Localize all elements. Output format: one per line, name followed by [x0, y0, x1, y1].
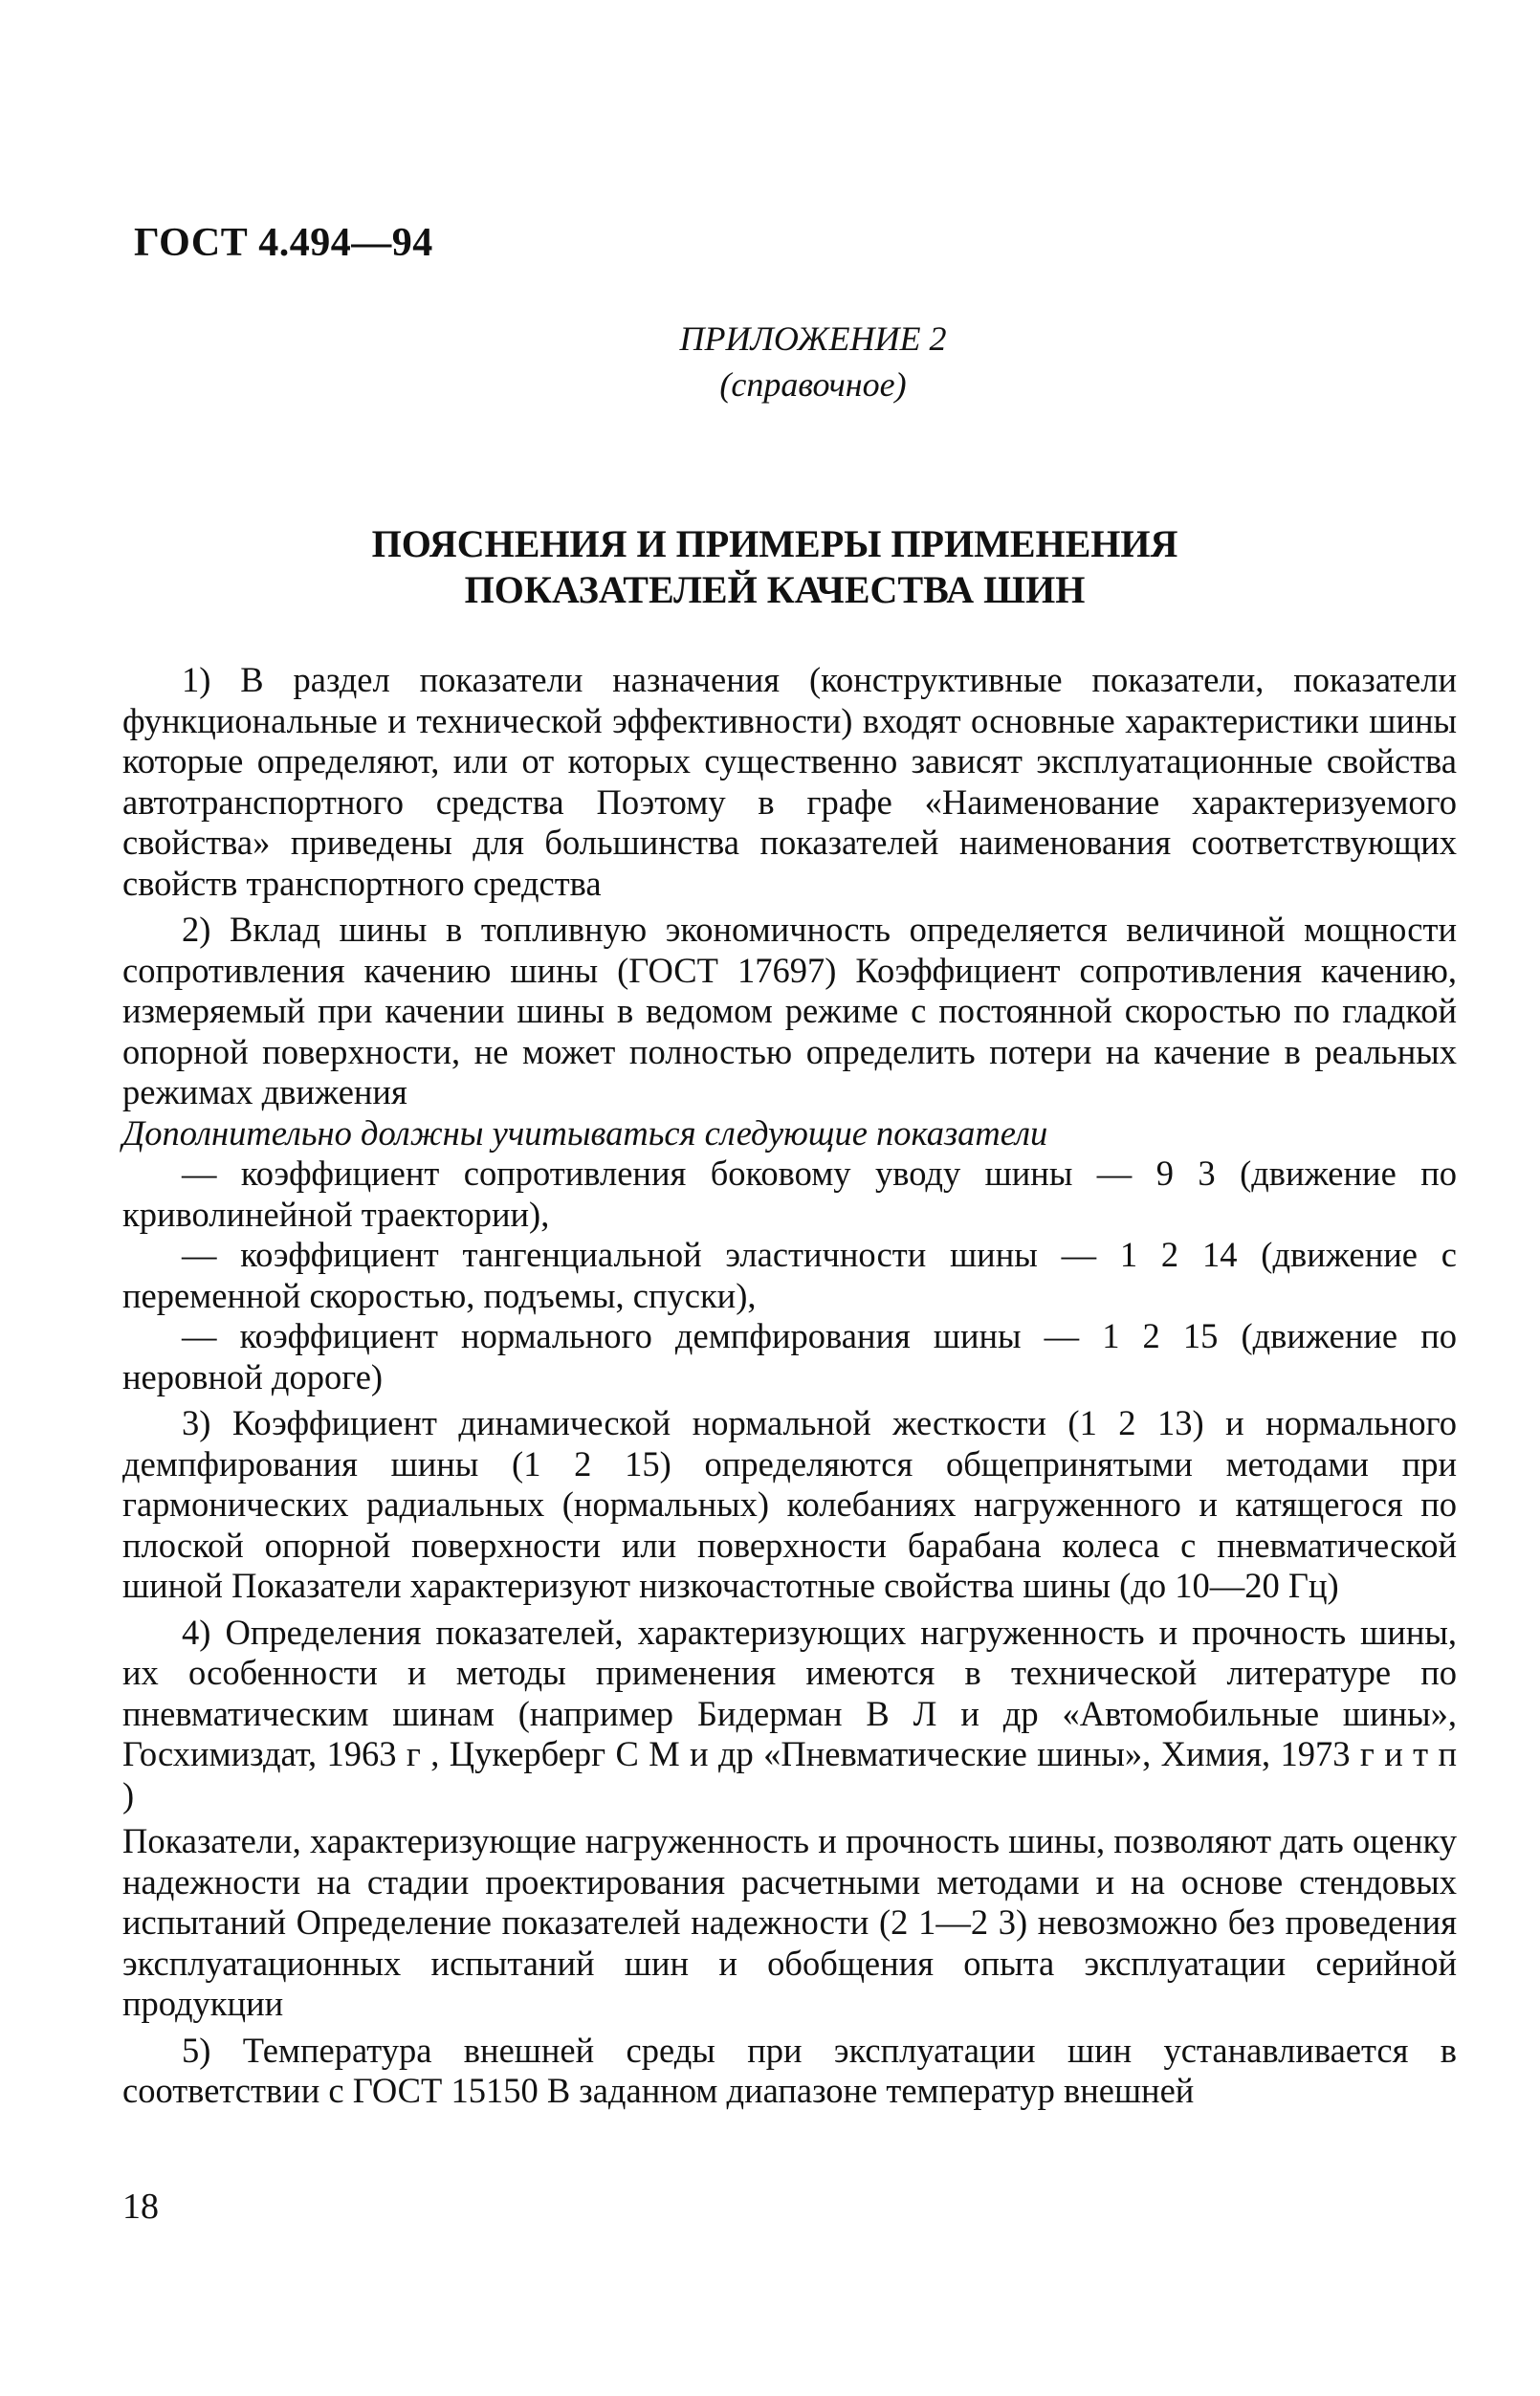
- paragraph-1: 1) В раздел показатели назначения (конструктивные показатели, показатели функциональные и технической эффективности) входят основные характеристики шины которые определяют, или от которых существенно зависят эксплуатационные свойства автотранспортного средства Поэтому в графе «Наименование характеризуемого свойства» приведены для большинства показателей наименования соответствующих свойств транспортного средства: [122, 660, 1457, 903]
- paragraph-4: 4) Определения показателей, характеризующих нагруженность и прочность шины, их особенности и методы применения имеются в технической литературе по пневматическим шинам (например Бидерман В Л и др «Автомобильные шины», Госхимиздат, 1963 г , Цукерберг С М и др «Пневматические шины», Химия, 1973 г и т п ): [122, 1612, 1457, 1814]
- appendix-note: (справочное): [719, 365, 907, 404]
- body-text: [122, 660, 1457, 2118]
- appendix-label: ПРИЛОЖЕНИЕ 2: [679, 319, 947, 358]
- paragraph-3: 3) Коэффициент динамической нормальной жесткости (1 2 13) и нормального демпфирования шины (1 2 15) определяются общепринятыми методами при гармонических радиальных (нормальных) колебаниях нагруженного и катящегося по плоской опорной поверхности или поверхности барабана колеса с пневматической шиной Показатели характеризуют низкочастотные свойства шины (до 10—20 Гц): [122, 1403, 1457, 1605]
- section-title: [287, 521, 1263, 613]
- page-number: 18: [122, 2187, 159, 2227]
- section-title-line-2: ПОКАЗАТЕЛЕЙ КАЧЕСТВА ШИН: [464, 568, 1086, 611]
- document-header: ГОСТ 4.494—94: [134, 221, 433, 265]
- list-item-normal-damping: — коэффициент нормального демпфирования шины — 1 2 15 (движение по неровной дороге): [122, 1316, 1457, 1396]
- paragraph-additional-intro: Дополнительно должны учитываться следующие показатели: [122, 1112, 1048, 1153]
- list-item-tangential-elasticity: — коэффициент тангенциальной эластичности шины — 1 2 14 (движение с переменной скоростью, подъемы, спуски),: [122, 1235, 1457, 1315]
- paragraph-5: 5) Температура внешней среды при эксплуатации шин устанавливается в соответствии с ГОСТ 15150 В заданном диапазоне температур внешней: [122, 2030, 1457, 2110]
- paragraph-2: 2) Вклад шины в топливную экономичность определяется величиной мощности сопротивления качению шины (ГОСТ 17697) Коэффициент сопротивления качению, измеряемый при качении шины в ведомом режиме с постоянной скоростью по гладкой опорной поверхности, не может полностью определить потери на качение в реальных режимах движения: [122, 910, 1457, 1111]
- paragraph-reliability: Показатели, характеризующие нагруженность и прочность шины, позволяют дать оценку надежности на стадии проектирования расчетными методами и на основе стендовых испытаний Определение показателей надежности (2 1—2 3) невозможно без проведения эксплуатационных испытаний шин и обобщения опыта эксплуатации серийной продукции: [122, 1821, 1457, 2023]
- appendix-heading: [574, 316, 1052, 407]
- list-item-lateral-slip: — коэффициент сопротивления боковому уводу шины — 9 3 (движение по криволинейной траектории),: [122, 1154, 1457, 1234]
- section-title-line-1: ПОЯСНЕНИЯ И ПРИМЕРЫ ПРИМЕНЕНИЯ: [371, 522, 1178, 565]
